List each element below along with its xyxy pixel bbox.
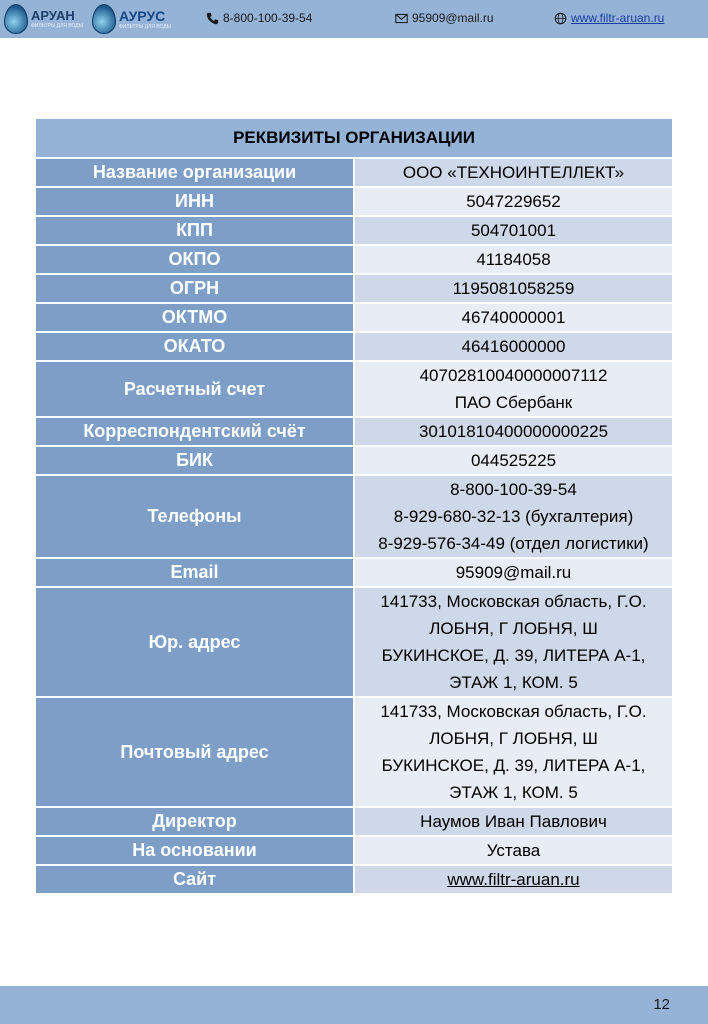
row-value [354, 361, 673, 417]
table-row [35, 475, 673, 558]
table-row [35, 187, 673, 216]
table-row [35, 587, 673, 697]
row-value [354, 303, 673, 332]
row-label: Расчетный счет [35, 361, 354, 417]
mail-icon [395, 12, 408, 25]
value-line: 5047229652 [466, 192, 561, 211]
table-row [35, 865, 673, 894]
row-value [354, 697, 673, 807]
row-value [354, 475, 673, 558]
row-label: На основании [35, 836, 354, 865]
row-value [354, 836, 673, 865]
value-line: 40702810040000007112 [419, 366, 608, 385]
row-value [354, 446, 673, 475]
table-row [35, 303, 673, 332]
row-label: Корреспондентский счёт [35, 417, 354, 446]
water-drop-icon [92, 4, 116, 34]
value-line: 8-929-576-34-49 (отдел логистики) [378, 534, 649, 553]
row-value [354, 587, 673, 697]
table-row [35, 558, 673, 587]
header-bar [0, 0, 708, 38]
table-row [35, 245, 673, 274]
value-line: 1195081058259 [452, 279, 575, 298]
requisites-table [34, 117, 674, 895]
phone-icon [206, 12, 219, 25]
row-value [354, 332, 673, 361]
table-row [35, 417, 673, 446]
row-label: Сайт [35, 865, 354, 894]
value-line: ЛОБНЯ, Г ЛОБНЯ, Ш [429, 729, 598, 748]
table-row [35, 274, 673, 303]
row-label: ОКАТО [35, 332, 354, 361]
value-line: ЛОБНЯ, Г ЛОБНЯ, Ш [429, 619, 598, 638]
row-label: Директор [35, 807, 354, 836]
row-value [354, 216, 673, 245]
value-line: 95909@mail.ru [455, 563, 572, 582]
header-phone-text: 8-800-100-39-54 [223, 11, 313, 25]
row-value [354, 158, 673, 187]
aruan-logo-tagline: ФИЛЬТРЫ ДЛЯ ВОДЫ [31, 23, 84, 29]
table-row [35, 807, 673, 836]
value-line: 504701001 [470, 221, 557, 240]
table-row [35, 361, 673, 417]
value-line: БУКИНСКОЕ, Д. 39, ЛИТЕРА А-1, [381, 646, 646, 665]
table-row [35, 158, 673, 187]
value-line: БУКИНСКОЕ, Д. 39, ЛИТЕРА А-1, [381, 756, 646, 775]
row-label: Название организации [35, 158, 354, 187]
header-email [395, 11, 494, 25]
table-row [35, 697, 673, 807]
value-line: 8-929-680-32-13 (бухгалтерия) [393, 507, 634, 526]
aurus-logo-name: АУРУС [119, 7, 166, 24]
aurus-logo-tagline: ФИЛЬТРЫ ДЛЯ ВОДЫ [119, 23, 172, 30]
value-line: ПАО Сбербанк [454, 393, 573, 412]
value-line: 044525225 [470, 451, 557, 470]
globe-icon [554, 12, 567, 25]
value-line: 46740000001 [461, 308, 566, 327]
row-label: ОКТМО [35, 303, 354, 332]
value-line: ООО «ТЕХНОИНТЕЛЛЕКТ» [402, 163, 625, 182]
row-value [354, 274, 673, 303]
page-number: 12 [653, 996, 670, 1013]
value-line: Наумов Иван Павлович [420, 812, 607, 831]
value-line: 30101810400000000225 [418, 422, 609, 441]
table-row [35, 446, 673, 475]
row-label: Юр. адрес [35, 587, 354, 697]
water-drop-icon [4, 4, 28, 34]
row-label: ОКПО [35, 245, 354, 274]
row-label: ИНН [35, 187, 354, 216]
header-website-link[interactable]: www.filtr-aruan.ru [571, 11, 665, 25]
row-value [354, 187, 673, 216]
value-line: 8-800-100-39-54 [450, 480, 577, 499]
table-row [35, 216, 673, 245]
value-line: 46416000000 [461, 337, 566, 356]
row-value [354, 245, 673, 274]
aurus-logo [92, 4, 171, 34]
row-value [354, 558, 673, 587]
table-title: РЕКВИЗИТЫ ОРГАНИЗАЦИИ [35, 118, 673, 158]
header-email-text: 95909@mail.ru [412, 11, 494, 25]
row-label: Почтовый адрес [35, 697, 354, 807]
value-line: 41184058 [476, 250, 551, 269]
aruan-logo [4, 4, 83, 34]
value-line: ЭТАЖ 1, КОМ. 5 [449, 783, 578, 802]
row-value [354, 865, 673, 894]
table-row [35, 836, 673, 865]
footer-bar [0, 986, 708, 1024]
value-line: ЭТАЖ 1, КОМ. 5 [449, 673, 578, 692]
row-value [354, 807, 673, 836]
header-phone [206, 11, 312, 25]
header-website[interactable] [554, 11, 664, 25]
row-label: Телефоны [35, 475, 354, 558]
value-line: 141733, Московская область, Г.О. [380, 592, 647, 611]
row-label: ОГРН [35, 274, 354, 303]
value-line: Устава [486, 841, 541, 860]
aruan-logo-name: АРУАН [31, 8, 75, 23]
value-line: 141733, Московская область, Г.О. [380, 702, 647, 721]
row-value [354, 417, 673, 446]
table-row [35, 332, 673, 361]
row-label: КПП [35, 216, 354, 245]
website-link[interactable]: www.filtr-aruan.ru [447, 870, 580, 889]
row-label: Email [35, 558, 354, 587]
row-label: БИК [35, 446, 354, 475]
